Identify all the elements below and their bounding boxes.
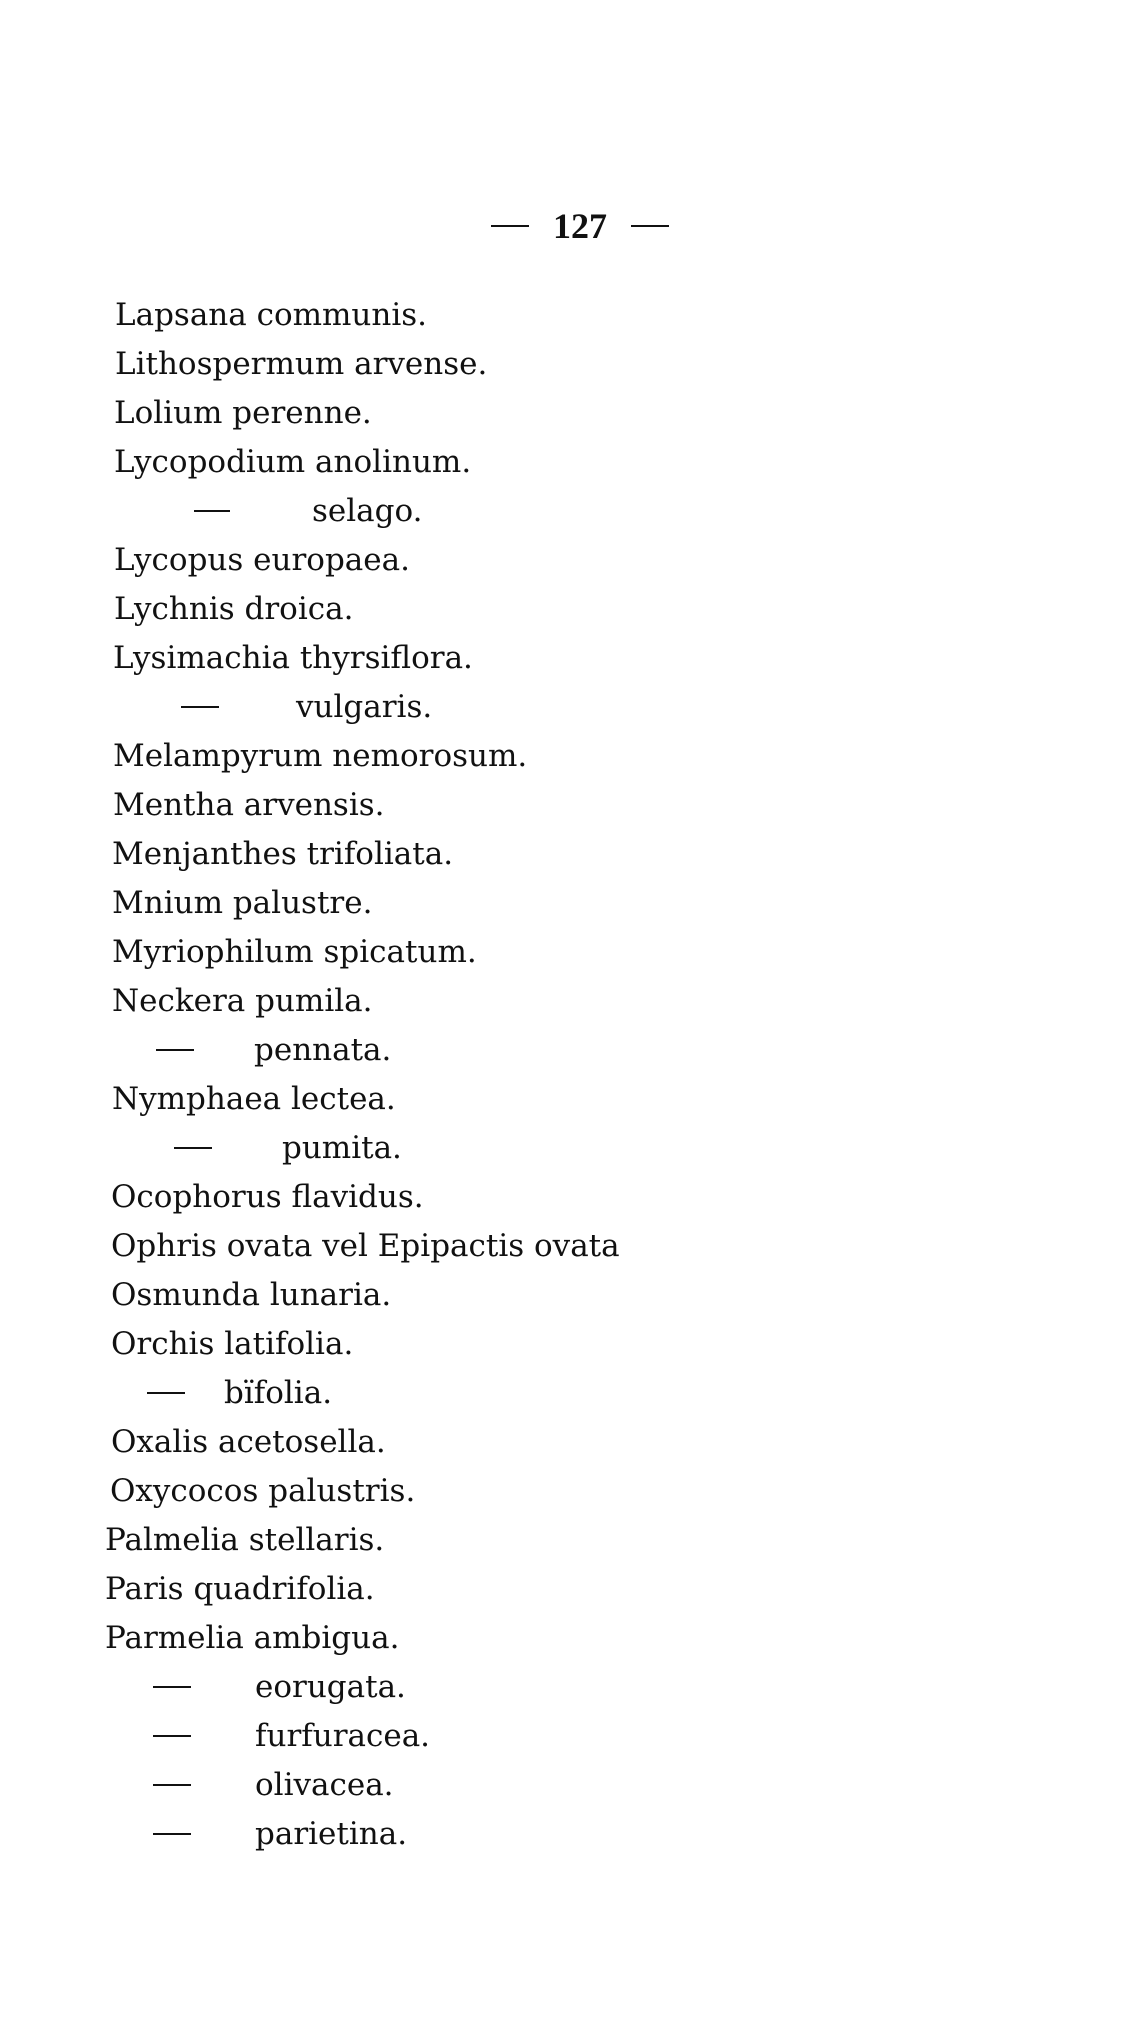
list-item: Mnium palustre. [112,885,373,921]
list-item: Oxalis acetosella. [111,1424,386,1460]
repeat-dash [153,1735,191,1737]
list-item: Lychnis droica. [114,591,354,627]
list-item: Myriophilum spicatum. [112,934,477,970]
repeat-dash [181,706,219,708]
list-item [111,1368,431,1418]
list-item-label: pumita. [282,1130,402,1166]
list-item: Lapsana communis. [115,297,428,333]
list-item: Parmelia ambigua. [105,1620,400,1656]
list-item: Lycopodium anolinum. [114,444,472,480]
list-item-label: eorugata. [255,1669,406,1705]
list-item-label: selago. [312,493,423,529]
repeat-dash [174,1147,212,1149]
list-item: Palmelia stellaris. [105,1522,385,1558]
repeat-dash [153,1784,191,1786]
list-item-label: bïfolia. [224,1375,333,1411]
repeat-dash [194,510,230,512]
page-number [470,200,690,252]
list-item [105,1662,425,1712]
list-item: Ocophorus flavidus. [111,1179,424,1215]
page-number-left-dash [491,225,529,227]
repeat-dash [153,1686,191,1688]
list-item [105,1760,425,1810]
list-item: Lolium perenne. [114,395,372,431]
list-item-label: vulgaris. [296,689,433,725]
list-item: Oxycocos palustris. [110,1473,416,1509]
repeat-dash [156,1049,194,1051]
list-item: Ophris ovata vel Epipactis ovata [111,1228,620,1264]
list-item: Neckera pumila. [112,983,373,1019]
repeat-dash [153,1833,191,1835]
list-item-label: pennata. [254,1032,392,1068]
list-item [113,682,433,732]
list-item: Paris quadrifolia. [105,1571,375,1607]
list-item [105,1711,431,1761]
page-number-right-dash [631,225,669,227]
list-item: Mentha arvensis. [113,787,385,823]
list-item-label: furfuracea. [255,1718,431,1754]
page-number-value: 127 [553,206,607,246]
list-item [112,1123,432,1173]
list-item [105,1809,425,1859]
list-item: Osmunda lunaria. [111,1277,392,1313]
list-item [112,1025,432,1075]
list-item: Nymphaea lectea. [112,1081,396,1117]
list-item: Lithospermum arvense. [115,346,488,382]
list-item: Menjanthes trifoliata. [112,836,454,872]
list-item: Lysimachia thyrsiflora. [113,640,473,676]
list-item: Orchis latifolia. [111,1326,354,1362]
repeat-dash [147,1392,185,1394]
list-item-label: parietina. [255,1816,408,1852]
list-item: Melampyrum nemorosum. [113,738,528,774]
list-item [114,486,434,536]
list-item-label: olivacea. [255,1767,394,1803]
list-item: Lycopus europaea. [114,542,410,578]
